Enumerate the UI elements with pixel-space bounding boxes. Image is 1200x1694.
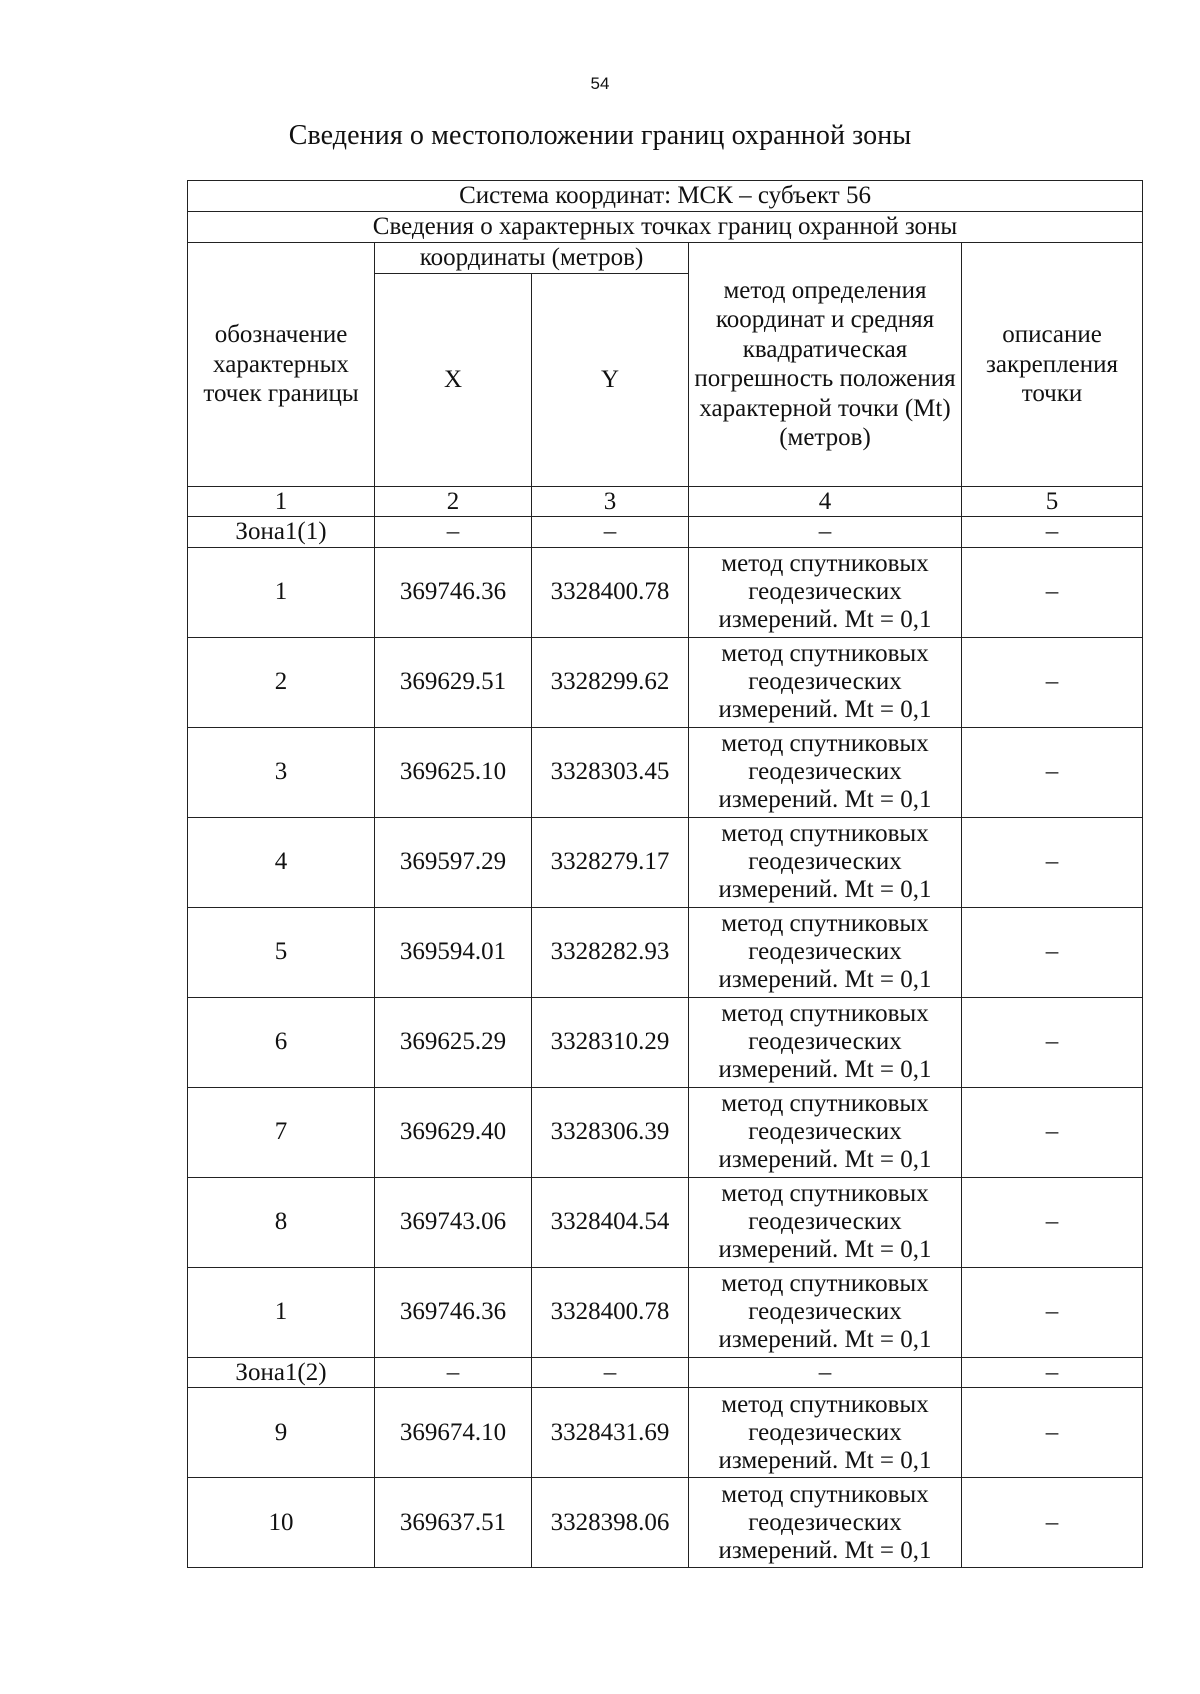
document-title: Сведения о местоположении границ охранной зоны [288, 120, 912, 151]
description-cell: – [962, 1388, 1143, 1478]
method-cell: метод спутниковых геодезических измерений. Mt = 0,1 [689, 637, 962, 727]
point-label-cell: 1 [188, 547, 375, 637]
method-cell: метод спутниковых геодезических измерений. Mt = 0,1 [689, 997, 962, 1087]
table-row [188, 1267, 1143, 1357]
description-cell: – [962, 907, 1143, 997]
method-cell: метод спутниковых геодезических измерений. Mt = 0,1 [689, 1177, 962, 1267]
point-label-cell: 4 [188, 817, 375, 907]
designation-header: обозначение характерных точек границы [188, 243, 375, 487]
point-label-cell: 3 [188, 727, 375, 817]
description-cell: – [962, 1087, 1143, 1177]
x-coordinate-cell: 369629.40 [375, 1087, 532, 1177]
method-cell: метод спутниковых геодезических измерений. Mt = 0,1 [689, 1087, 962, 1177]
page-number: 54 [590, 74, 610, 93]
x-coordinate-cell: 369746.36 [375, 1267, 532, 1357]
table-row [188, 1177, 1143, 1267]
y-header: Y [532, 273, 689, 486]
y-coordinate-cell: 3328282.93 [532, 907, 689, 997]
y-coordinate-cell: 3328306.39 [532, 1087, 689, 1177]
method-cell: – [689, 1357, 962, 1388]
column-number: 1 [188, 486, 375, 517]
x-coordinate-cell: 369746.36 [375, 547, 532, 637]
point-label-cell: 8 [188, 1177, 375, 1267]
x-coordinate-cell: 369629.51 [375, 637, 532, 727]
x-coordinate-cell: 369743.06 [375, 1177, 532, 1267]
description-cell: – [962, 1267, 1143, 1357]
description-cell: – [962, 1357, 1143, 1388]
header-row [188, 243, 1143, 274]
x-coordinate-cell: – [375, 517, 532, 548]
x-coordinate-cell: 369625.29 [375, 997, 532, 1087]
method-cell: метод спутниковых геодезических измерений. Mt = 0,1 [689, 1478, 962, 1568]
table-row [188, 727, 1143, 817]
description-cell: – [962, 547, 1143, 637]
x-header: X [375, 273, 532, 486]
column-number-row [188, 486, 1143, 517]
description-cell: – [962, 1177, 1143, 1267]
y-coordinate-cell: 3328404.54 [532, 1177, 689, 1267]
coordinates-header: координаты (метров) [375, 243, 689, 274]
x-coordinate-cell: 369637.51 [375, 1478, 532, 1568]
method-header: метод определения координат и средняя квадратическая погрешность положения характерной точки (Mt) (метров) [689, 243, 962, 487]
coordinate-system-cell: Система координат: МСК – субъект 56 [188, 181, 1143, 212]
y-coordinate-cell: 3328431.69 [532, 1388, 689, 1478]
boundary-points-table [187, 180, 1143, 1568]
coordinate-system-row [188, 181, 1143, 212]
point-label-cell: 7 [188, 1087, 375, 1177]
point-label-cell: 1 [188, 1267, 375, 1357]
y-coordinate-cell: – [532, 1357, 689, 1388]
column-number: 5 [962, 486, 1143, 517]
y-coordinate-cell: 3328400.78 [532, 1267, 689, 1357]
description-cell: – [962, 997, 1143, 1087]
point-label-cell: 6 [188, 997, 375, 1087]
point-label-cell: Зона1(2) [188, 1357, 375, 1388]
column-number: 3 [532, 486, 689, 517]
table-caption-cell: Сведения о характерных точках границ охранной зоны [188, 212, 1143, 243]
column-number: 4 [689, 486, 962, 517]
y-coordinate-cell: 3328299.62 [532, 637, 689, 727]
column-number: 2 [375, 486, 532, 517]
x-coordinate-cell: 369597.29 [375, 817, 532, 907]
description-cell: – [962, 727, 1143, 817]
table-row [188, 997, 1143, 1087]
table-row [188, 817, 1143, 907]
x-coordinate-cell: 369594.01 [375, 907, 532, 997]
point-label-cell: 5 [188, 907, 375, 997]
zone-row [188, 1357, 1143, 1388]
method-cell: метод спутниковых геодезических измерений. Mt = 0,1 [689, 727, 962, 817]
description-cell: – [962, 517, 1143, 548]
description-cell: – [962, 817, 1143, 907]
zone-row [188, 517, 1143, 548]
table-row [188, 907, 1143, 997]
description-cell: – [962, 637, 1143, 727]
method-cell: – [689, 517, 962, 548]
method-cell: метод спутниковых геодезических измерений. Mt = 0,1 [689, 547, 962, 637]
method-cell: метод спутниковых геодезических измерений. Mt = 0,1 [689, 1388, 962, 1478]
method-cell: метод спутниковых геодезических измерений. Mt = 0,1 [689, 907, 962, 997]
y-coordinate-cell: 3328310.29 [532, 997, 689, 1087]
table-row [188, 1087, 1143, 1177]
table-row [188, 1388, 1143, 1478]
x-coordinate-cell: – [375, 1357, 532, 1388]
point-label-cell: 2 [188, 637, 375, 727]
y-coordinate-cell: – [532, 517, 689, 548]
y-coordinate-cell: 3328398.06 [532, 1478, 689, 1568]
x-coordinate-cell: 369674.10 [375, 1388, 532, 1478]
table-caption-row [188, 212, 1143, 243]
method-cell: метод спутниковых геодезических измерений. Mt = 0,1 [689, 817, 962, 907]
table-row [188, 547, 1143, 637]
method-cell: метод спутниковых геодезических измерений. Mt = 0,1 [689, 1267, 962, 1357]
y-coordinate-cell: 3328303.45 [532, 727, 689, 817]
y-coordinate-cell: 3328279.17 [532, 817, 689, 907]
point-label-cell: 9 [188, 1388, 375, 1478]
table-row [188, 637, 1143, 727]
description-cell: – [962, 1478, 1143, 1568]
y-coordinate-cell: 3328400.78 [532, 547, 689, 637]
point-label-cell: Зона1(1) [188, 517, 375, 548]
table-row [188, 1478, 1143, 1568]
point-label-cell: 10 [188, 1478, 375, 1568]
x-coordinate-cell: 369625.10 [375, 727, 532, 817]
description-header: описание закрепления точки [962, 243, 1143, 487]
